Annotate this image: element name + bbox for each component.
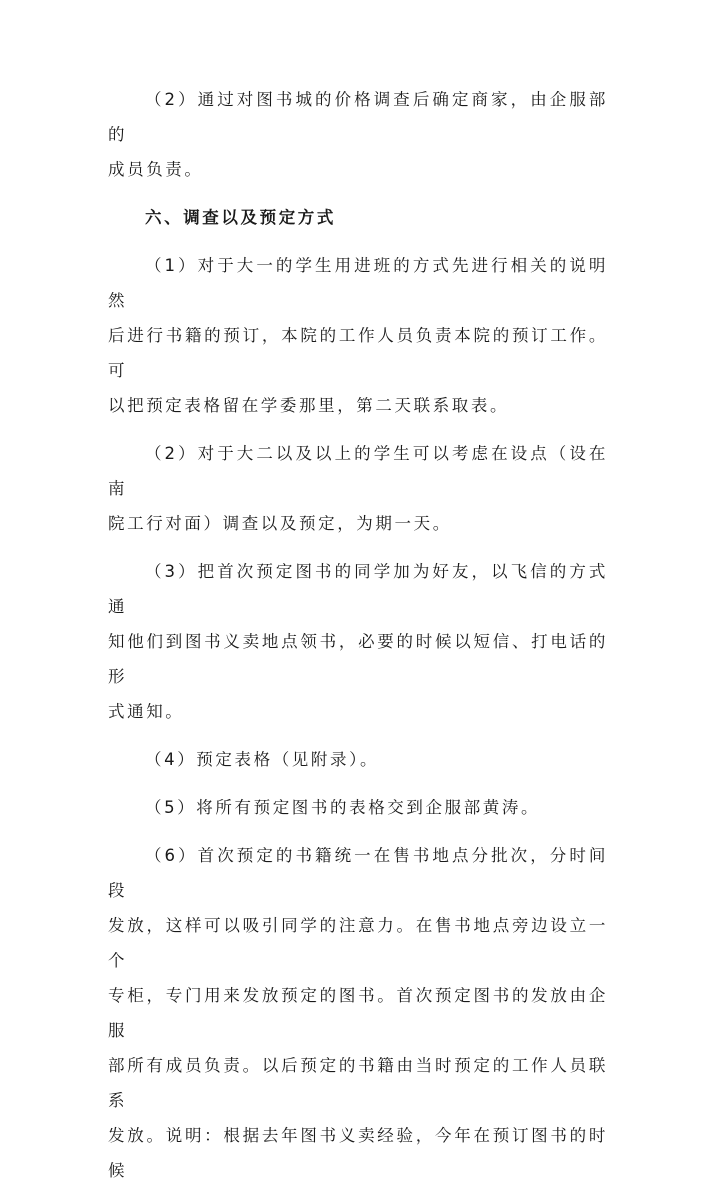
text-line: （2）通过对图书城的价格调查后确定商家，由企服部的 [108, 90, 608, 144]
text-line: 部所有成员负责。以后预定的书籍由当时预定的工作人员联系 [108, 1056, 608, 1110]
paragraph-booking-form [108, 742, 608, 777]
text-line: （3）把首次预定图书的同学加为好友，以飞信的方式通 [108, 562, 608, 616]
text-line: （5）将所有预定图书的表格交到企服部黄涛。 [145, 798, 541, 817]
document-page [108, 82, 608, 1188]
text-line: 后进行书籍的预订，本院的工作人员负责本院的预订工作。可 [108, 326, 608, 380]
text-line: （2）对于大二以及以上的学生可以考虑在设点（设在南 [108, 444, 608, 498]
paragraph-senior-booking [108, 436, 608, 541]
text-line: 发放。说明：根据去年图书义卖经验，今年在预订图书的时候 [108, 1126, 608, 1180]
paragraph-book-city-price [108, 82, 608, 187]
paragraph-notification [108, 554, 608, 729]
text-line: （4）预定表格（见附录）。 [145, 750, 380, 769]
text-line: 成员负责。 [108, 160, 204, 179]
text-line: 知他们到图书义卖地点领书，必要的时候以短信、打电话的形 [108, 632, 608, 686]
text-line: 发放，这样可以吸引同学的注意力。在售书地点旁边设立一个 [108, 916, 608, 970]
text-line: （1）对于大一的学生用进班的方式先进行相关的说明然 [108, 256, 608, 310]
section-heading: 六、调查以及预定方式 [145, 208, 336, 227]
text-line: 以把预定表格留在学委那里，第二天联系取表。 [108, 396, 510, 415]
paragraph-distribution [108, 838, 608, 1188]
paragraph-submit-forms [108, 790, 608, 825]
text-line: 式通知。 [108, 702, 185, 721]
paragraph-freshman-booking [108, 248, 608, 423]
text-line: 院工行对面）调查以及预定，为期一天。 [108, 514, 452, 533]
text-line: 专柜，专门用来发放预定的图书。首次预定图书的发放由企服 [108, 986, 608, 1040]
text-line: （6）首次预定的书籍统一在售书地点分批次，分时间段 [108, 846, 608, 900]
